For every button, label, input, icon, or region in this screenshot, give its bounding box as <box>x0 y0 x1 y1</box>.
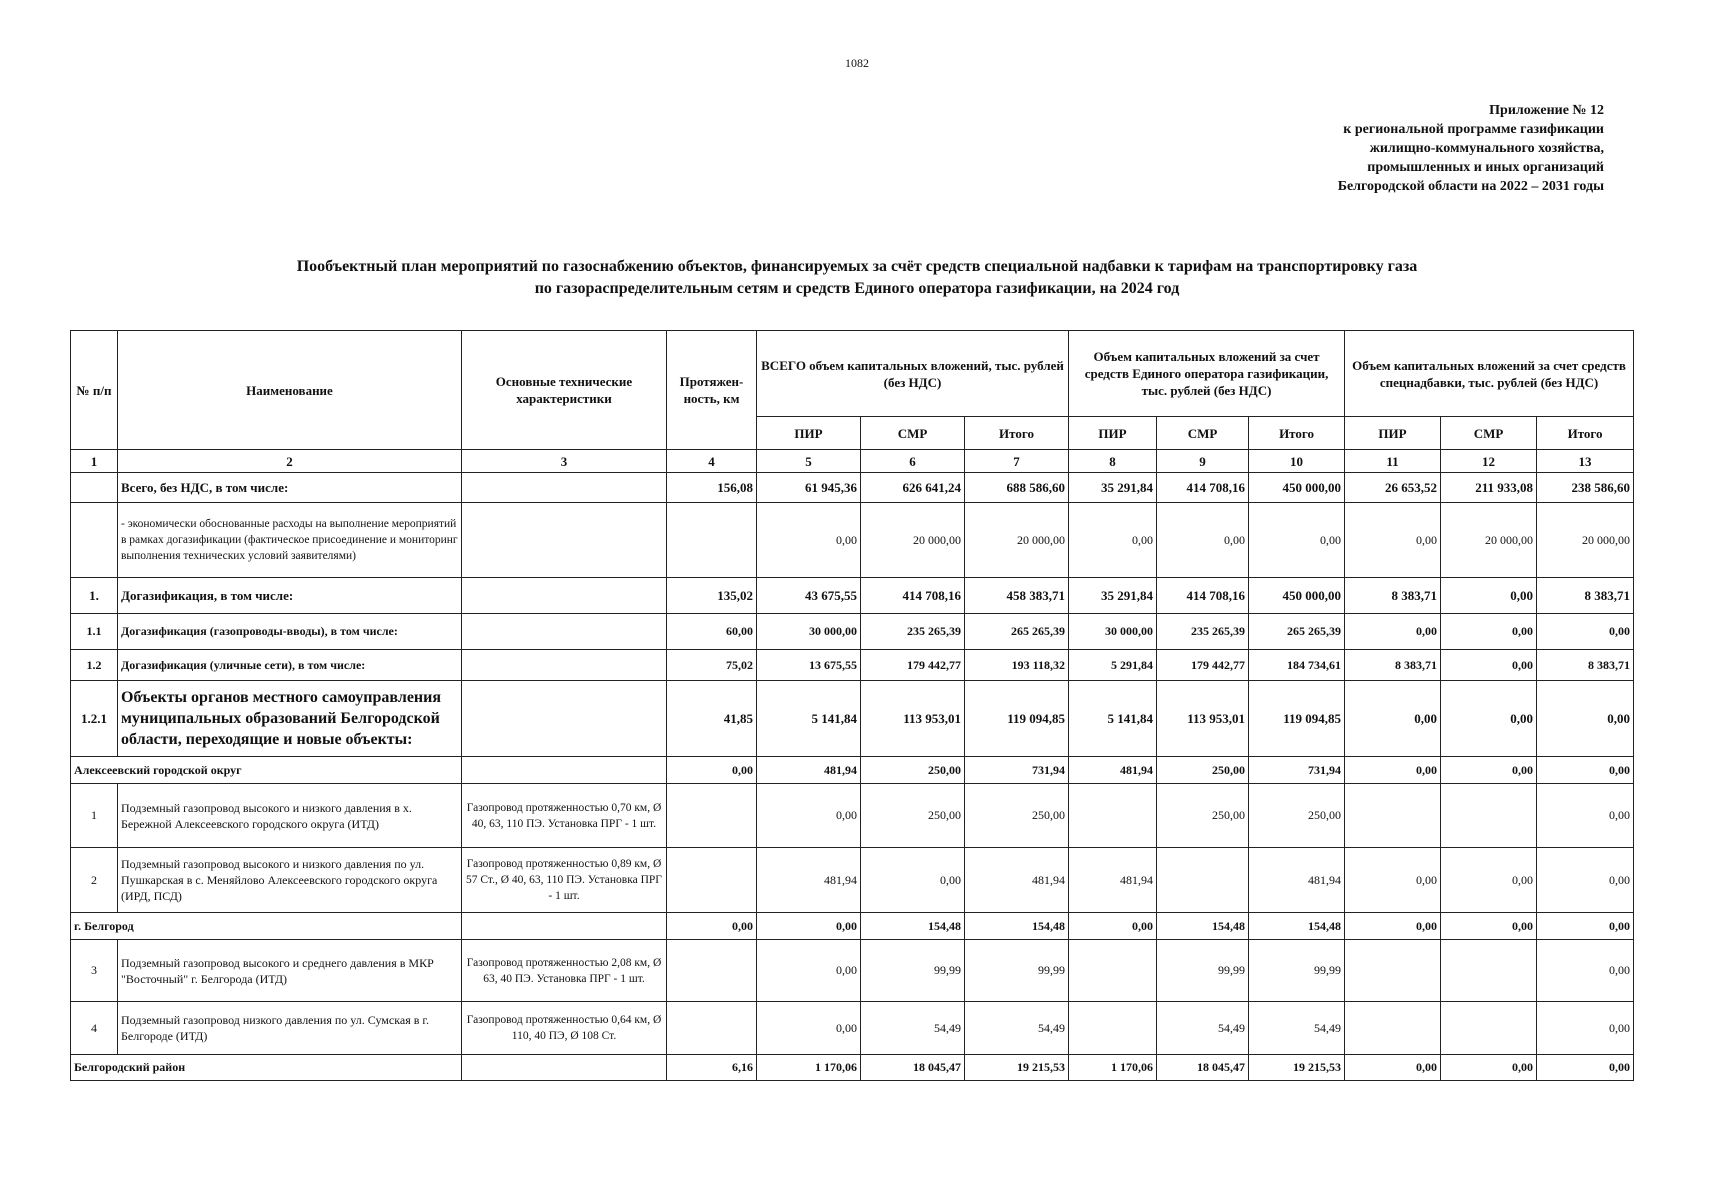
header-smr: СМР <box>1441 417 1537 450</box>
row-number <box>71 503 118 578</box>
title-line-1: Пообъектный план мероприятий по газоснабжению объектов, финансируемых за счёт средств специальной надбавки к тарифам на транспортировку газа <box>296 258 1418 275</box>
row-tech <box>462 681 667 757</box>
column-number: 10 <box>1249 450 1345 473</box>
header-length: Протяжен-ность, км <box>667 331 757 450</box>
header-itogo: Итого <box>965 417 1069 450</box>
column-number: 3 <box>462 450 667 473</box>
value-cell: 1 170,06 <box>757 1055 861 1081</box>
column-number: 1 <box>71 450 118 473</box>
value-cell: 250,00 <box>1157 757 1249 784</box>
value-cell: 414 708,16 <box>1157 473 1249 503</box>
value-cell: 0,00 <box>757 503 861 578</box>
value-cell: 0,00 <box>1537 940 1634 1002</box>
value-cell: 54,49 <box>1249 1002 1345 1055</box>
table-row-district <box>71 1055 1634 1081</box>
table-row <box>71 503 1634 578</box>
value-cell: 0,00 <box>1537 1055 1634 1081</box>
row-tech <box>462 1055 667 1081</box>
value-cell: 450 000,00 <box>1249 473 1345 503</box>
value-cell: 20 000,00 <box>861 503 965 578</box>
table-row-district <box>71 913 1634 940</box>
table-row-section <box>71 650 1634 681</box>
value-cell: 18 045,47 <box>1157 1055 1249 1081</box>
value-cell: 99,99 <box>1249 940 1345 1002</box>
column-number: 9 <box>1157 450 1249 473</box>
title-line-2: по газораспределительным сетям и средств Единого оператора газификации, на 2024 год <box>534 280 1180 297</box>
row-length: 156,08 <box>667 473 757 503</box>
value-cell: 0,00 <box>757 784 861 848</box>
value-cell: 0,00 <box>1345 614 1441 650</box>
column-number: 4 <box>667 450 757 473</box>
value-cell: 250,00 <box>861 757 965 784</box>
value-cell: 54,49 <box>1157 1002 1249 1055</box>
value-cell: 0,00 <box>1537 1002 1634 1055</box>
value-cell <box>1345 784 1441 848</box>
value-cell: 154,48 <box>965 913 1069 940</box>
value-cell <box>1069 940 1157 1002</box>
value-cell: 235 265,39 <box>861 614 965 650</box>
row-length: 0,00 <box>667 913 757 940</box>
header-pir: ПИР <box>757 417 861 450</box>
column-number: 11 <box>1345 450 1441 473</box>
district-name: Алексеевский городской округ <box>71 757 462 784</box>
value-cell: 13 675,55 <box>757 650 861 681</box>
row-name: Всего, без НДС, в том числе: <box>118 473 462 503</box>
value-cell: 0,00 <box>1157 503 1249 578</box>
header-itogo: Итого <box>1537 417 1634 450</box>
value-cell: 5 291,84 <box>1069 650 1157 681</box>
value-cell: 481,94 <box>1069 848 1157 913</box>
value-cell: 626 641,24 <box>861 473 965 503</box>
value-cell: 265 265,39 <box>1249 614 1345 650</box>
value-cell: 250,00 <box>965 784 1069 848</box>
value-cell: 211 933,08 <box>1441 473 1537 503</box>
value-cell: 0,00 <box>1345 681 1441 757</box>
value-cell: 20 000,00 <box>965 503 1069 578</box>
column-number: 8 <box>1069 450 1157 473</box>
value-cell: 265 265,39 <box>965 614 1069 650</box>
table-row <box>71 848 1634 913</box>
header-pir: ПИР <box>1069 417 1157 450</box>
row-tech <box>462 650 667 681</box>
value-cell: 154,48 <box>861 913 965 940</box>
header-itogo: Итого <box>1249 417 1345 450</box>
value-cell: 113 953,01 <box>1157 681 1249 757</box>
value-cell: 0,00 <box>1069 503 1157 578</box>
value-cell: 0,00 <box>1345 1055 1441 1081</box>
row-length: 0,00 <box>667 757 757 784</box>
value-cell: 179 442,77 <box>861 650 965 681</box>
value-cell: 481,94 <box>757 848 861 913</box>
value-cell: 688 586,60 <box>965 473 1069 503</box>
value-cell: 154,48 <box>1157 913 1249 940</box>
header-no: № п/п <box>71 331 118 450</box>
value-cell: 0,00 <box>1537 757 1634 784</box>
column-number: 2 <box>118 450 462 473</box>
row-length: 41,85 <box>667 681 757 757</box>
value-cell: 61 945,36 <box>757 473 861 503</box>
row-number: 1. <box>71 578 118 614</box>
row-length <box>667 503 757 578</box>
table-row <box>71 1002 1634 1055</box>
value-cell: 35 291,84 <box>1069 473 1157 503</box>
value-cell: 0,00 <box>1537 681 1634 757</box>
appendix-line: промышленных и иных организаций <box>1367 160 1604 175</box>
row-tech <box>462 614 667 650</box>
value-cell: 0,00 <box>1441 1055 1537 1081</box>
value-cell: 481,94 <box>1069 757 1157 784</box>
row-length <box>667 848 757 913</box>
header-pir: ПИР <box>1345 417 1441 450</box>
value-cell: 0,00 <box>1069 913 1157 940</box>
table-row-section <box>71 614 1634 650</box>
value-cell: 99,99 <box>1157 940 1249 1002</box>
row-length: 75,02 <box>667 650 757 681</box>
value-cell: 30 000,00 <box>1069 614 1157 650</box>
appendix-line: к региональной программе газификации <box>1343 122 1604 137</box>
row-tech: Газопровод протяженностью 0,64 км, Ø 110, 40 ПЭ, Ø 108 Ст. <box>462 1002 667 1055</box>
value-cell: 0,00 <box>1537 848 1634 913</box>
table-row <box>71 940 1634 1002</box>
value-cell: 481,94 <box>757 757 861 784</box>
value-cell: 1 170,06 <box>1069 1055 1157 1081</box>
page-number: 1082 <box>845 56 869 70</box>
header-total-group: ВСЕГО объем капитальных вложений, тыс. рублей (без НДС) <box>757 331 1069 417</box>
appendix-note <box>1338 101 1604 196</box>
value-cell: 481,94 <box>965 848 1069 913</box>
value-cell: 0,00 <box>1249 503 1345 578</box>
row-name: Подземный газопровод высокого и низкого давления в х. Бережной Алексеевского городского округа (ИТД) <box>118 784 462 848</box>
row-number <box>71 473 118 503</box>
column-numbers-row <box>71 450 1634 473</box>
appendix-line: Белгородской области на 2022 – 2031 годы <box>1337 179 1604 194</box>
value-cell: 8 383,71 <box>1537 650 1634 681</box>
value-cell: 0,00 <box>1441 614 1537 650</box>
value-cell: 119 094,85 <box>1249 681 1345 757</box>
row-name: - экономически обоснованные расходы на выполнение мероприятий в рамках догазификации (фактическое присоединение и мониторинг выполнения технических условий заявителями) <box>118 503 462 578</box>
row-name: Догазификация, в том числе: <box>118 578 462 614</box>
value-cell: 30 000,00 <box>757 614 861 650</box>
row-tech: Газопровод протяженностью 2,08 км, Ø 63, 40 ПЭ. Установка ПРГ - 1 шт. <box>462 940 667 1002</box>
header-smr: СМР <box>1157 417 1249 450</box>
value-cell: 193 118,32 <box>965 650 1069 681</box>
header-tech: Основные технические характеристики <box>462 331 667 450</box>
value-cell: 0,00 <box>861 848 965 913</box>
value-cell: 8 383,71 <box>1345 578 1441 614</box>
value-cell: 250,00 <box>1249 784 1345 848</box>
value-cell: 5 141,84 <box>757 681 861 757</box>
value-cell <box>1345 1002 1441 1055</box>
value-cell: 414 708,16 <box>861 578 965 614</box>
value-cell: 0,00 <box>1345 503 1441 578</box>
value-cell: 0,00 <box>1345 848 1441 913</box>
row-number: 1.2 <box>71 650 118 681</box>
value-cell: 0,00 <box>1441 913 1537 940</box>
investment-table <box>70 330 1634 1081</box>
row-length <box>667 784 757 848</box>
row-number: 1.2.1 <box>71 681 118 757</box>
value-cell: 0,00 <box>1537 784 1634 848</box>
row-name: Догазификация (уличные сети), в том числе: <box>118 650 462 681</box>
value-cell: 458 383,71 <box>965 578 1069 614</box>
value-cell: 184 734,61 <box>1249 650 1345 681</box>
row-length <box>667 1002 757 1055</box>
value-cell: 26 653,52 <box>1345 473 1441 503</box>
value-cell: 54,49 <box>965 1002 1069 1055</box>
value-cell: 0,00 <box>1441 578 1537 614</box>
value-cell: 113 953,01 <box>861 681 965 757</box>
header-spec-group: Объем капитальных вложений за счет средств спецнадбавки, тыс. рублей (без НДС) <box>1345 331 1634 417</box>
row-name: Подземный газопровод высокого и низкого давления по ул. Пушкарская в с. Меняйлово Алексеевского городского округа (ИРД, ПСД) <box>118 848 462 913</box>
row-tech: Газопровод протяженностью 0,70 км, Ø 40, 63, 110 ПЭ. Установка ПРГ - 1 шт. <box>462 784 667 848</box>
value-cell: 43 675,55 <box>757 578 861 614</box>
value-cell: 414 708,16 <box>1157 578 1249 614</box>
value-cell: 8 383,71 <box>1345 650 1441 681</box>
value-cell: 0,00 <box>1345 913 1441 940</box>
value-cell: 0,00 <box>1441 848 1537 913</box>
row-length: 135,02 <box>667 578 757 614</box>
value-cell: 35 291,84 <box>1069 578 1157 614</box>
value-cell: 731,94 <box>965 757 1069 784</box>
row-number: 1 <box>71 784 118 848</box>
appendix-line: жилищно-коммунального хозяйства, <box>1369 141 1604 156</box>
value-cell: 731,94 <box>1249 757 1345 784</box>
value-cell: 54,49 <box>861 1002 965 1055</box>
value-cell: 179 442,77 <box>1157 650 1249 681</box>
value-cell: 235 265,39 <box>1157 614 1249 650</box>
value-cell: 99,99 <box>861 940 965 1002</box>
value-cell <box>1441 1002 1537 1055</box>
row-length: 60,00 <box>667 614 757 650</box>
value-cell: 5 141,84 <box>1069 681 1157 757</box>
column-number: 5 <box>757 450 861 473</box>
header-eog-group: Объем капитальных вложений за счет средств Единого оператора газификации, тыс. рублей (без НДС) <box>1069 331 1345 417</box>
table-row <box>71 784 1634 848</box>
value-cell: 0,00 <box>1441 681 1537 757</box>
header-smr: СМР <box>861 417 965 450</box>
value-cell: 99,99 <box>965 940 1069 1002</box>
row-tech <box>462 503 667 578</box>
column-number: 7 <box>965 450 1069 473</box>
header-name: Наименование <box>118 331 462 450</box>
row-number: 1.1 <box>71 614 118 650</box>
value-cell <box>1441 940 1537 1002</box>
value-cell: 450 000,00 <box>1249 578 1345 614</box>
row-number: 2 <box>71 848 118 913</box>
row-length <box>667 940 757 1002</box>
value-cell: 0,00 <box>1345 757 1441 784</box>
row-name: Объекты органов местного самоуправления муниципальных образований Белгородской области, переходящие и новые объекты: <box>118 681 462 757</box>
value-cell: 18 045,47 <box>861 1055 965 1081</box>
row-name: Подземный газопровод низкого давления по ул. Сумская в г. Белгороде (ИТД) <box>118 1002 462 1055</box>
value-cell <box>1069 784 1157 848</box>
value-cell: 250,00 <box>1157 784 1249 848</box>
value-cell: 0,00 <box>1441 757 1537 784</box>
value-cell: 0,00 <box>757 940 861 1002</box>
row-tech <box>462 578 667 614</box>
district-name: г. Белгород <box>71 913 462 940</box>
row-tech <box>462 473 667 503</box>
row-tech <box>462 913 667 940</box>
table-row-district <box>71 757 1634 784</box>
row-number: 3 <box>71 940 118 1002</box>
column-number: 6 <box>861 450 965 473</box>
value-cell: 20 000,00 <box>1537 503 1634 578</box>
value-cell <box>1441 784 1537 848</box>
value-cell <box>1157 848 1249 913</box>
value-cell: 250,00 <box>861 784 965 848</box>
table-row-total <box>71 473 1634 503</box>
document-title <box>0 256 1714 300</box>
value-cell: 0,00 <box>1441 650 1537 681</box>
table-row-section <box>71 681 1634 757</box>
value-cell: 238 586,60 <box>1537 473 1634 503</box>
value-cell: 0,00 <box>1537 614 1634 650</box>
column-number: 13 <box>1537 450 1634 473</box>
value-cell: 119 094,85 <box>965 681 1069 757</box>
district-name: Белгородский район <box>71 1055 462 1081</box>
appendix-line: Приложение № 12 <box>1489 103 1604 118</box>
row-name: Подземный газопровод высокого и среднего давления в МКР "Восточный" г. Белгорода (ИТД) <box>118 940 462 1002</box>
row-number: 4 <box>71 1002 118 1055</box>
row-tech: Газопровод протяженностью 0,89 км, Ø 57 Ст., Ø 40, 63, 110 ПЭ. Установка ПРГ - 1 шт. <box>462 848 667 913</box>
row-length: 6,16 <box>667 1055 757 1081</box>
value-cell: 19 215,53 <box>965 1055 1069 1081</box>
row-tech <box>462 757 667 784</box>
column-number: 12 <box>1441 450 1537 473</box>
value-cell: 0,00 <box>757 1002 861 1055</box>
value-cell: 481,94 <box>1249 848 1345 913</box>
value-cell: 19 215,53 <box>1249 1055 1345 1081</box>
value-cell: 20 000,00 <box>1441 503 1537 578</box>
value-cell <box>1345 940 1441 1002</box>
value-cell <box>1069 1002 1157 1055</box>
table-row-section <box>71 578 1634 614</box>
value-cell: 0,00 <box>1537 913 1634 940</box>
row-name: Догазификация (газопроводы-вводы), в том числе: <box>118 614 462 650</box>
value-cell: 8 383,71 <box>1537 578 1634 614</box>
value-cell: 154,48 <box>1249 913 1345 940</box>
value-cell: 0,00 <box>757 913 861 940</box>
